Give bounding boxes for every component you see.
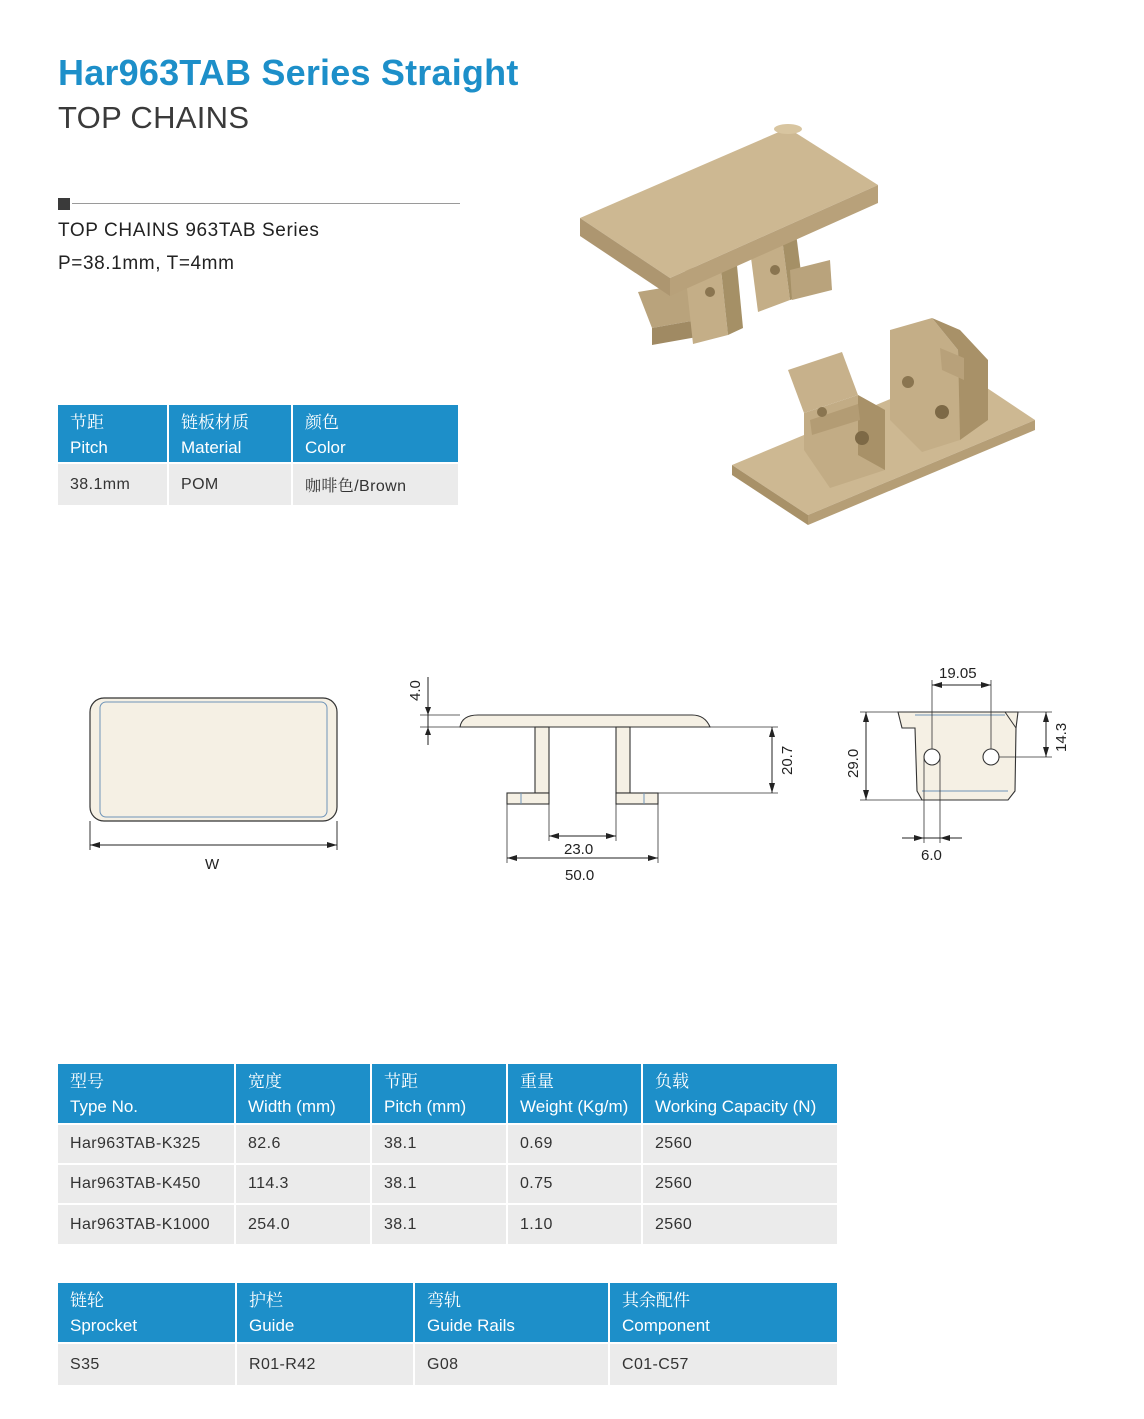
header-type-no: 型号 Type No. xyxy=(58,1064,235,1124)
header-guide: 护栏 Guide xyxy=(236,1283,414,1343)
page-subtitle: TOP CHAINS xyxy=(58,100,250,135)
cell-material: POM xyxy=(168,463,292,505)
cell-type-no: Har963TAB-K450 xyxy=(58,1164,235,1204)
cell-guide: R01-R42 xyxy=(236,1343,414,1385)
side-view-drawing xyxy=(400,665,810,890)
end-view-drawing xyxy=(840,660,1090,870)
header-pitch: 节距 Pitch (mm) xyxy=(371,1064,507,1124)
cell-pitch: 38.1 xyxy=(371,1164,507,1204)
table-header-row xyxy=(58,405,458,463)
cell-component: C01-C57 xyxy=(609,1343,837,1385)
dim-total-height: 29.0 xyxy=(845,748,862,778)
header-guide-rails: 弯轨 Guide Rails xyxy=(414,1283,609,1343)
dim-hole-height: 14.3 xyxy=(1053,722,1070,752)
cell-sprocket: S35 xyxy=(58,1343,236,1385)
cell-guide-rails: G08 xyxy=(414,1343,609,1385)
cell-weight: 1.10 xyxy=(507,1204,642,1244)
cell-type-no: Har963TAB-K325 xyxy=(58,1124,235,1164)
table-row xyxy=(58,1124,837,1164)
dim-thickness: 4.0 xyxy=(407,680,424,701)
dim-height: 20.7 xyxy=(779,745,796,775)
dim-hole-pitch: 19.05 xyxy=(939,665,977,682)
table-header-row xyxy=(58,1064,837,1124)
cell-pitch: 38.1 xyxy=(371,1124,507,1164)
cell-pitch: 38.1 xyxy=(371,1204,507,1244)
header-color: 颜色 Color xyxy=(292,405,458,463)
cell-width: 82.6 xyxy=(235,1124,371,1164)
dim-inner: 23.0 xyxy=(564,841,594,858)
header-pitch: 节距 Pitch xyxy=(58,405,168,463)
page-title: Har963TAB Series Straight xyxy=(58,52,519,93)
width-label: W xyxy=(205,856,220,873)
cell-width: 114.3 xyxy=(235,1164,371,1204)
top-view-drawing xyxy=(85,690,345,880)
cell-capacity: 2560 xyxy=(642,1164,837,1204)
material-table xyxy=(58,405,458,505)
header-sprocket: 链轮 Sprocket xyxy=(58,1283,236,1343)
table-row xyxy=(58,463,458,505)
header-material: 链板材质 Material xyxy=(168,405,292,463)
cell-weight: 0.75 xyxy=(507,1164,642,1204)
spec-table xyxy=(58,1064,837,1244)
pitch-thickness-spec: P=38.1mm, T=4mm xyxy=(58,253,235,274)
header-width: 宽度 Width (mm) xyxy=(235,1064,371,1124)
cell-capacity: 2560 xyxy=(642,1204,837,1244)
table-header-row xyxy=(58,1283,837,1343)
table-row xyxy=(58,1204,837,1244)
cell-type-no: Har963TAB-K1000 xyxy=(58,1204,235,1244)
dim-outer: 50.0 xyxy=(565,867,595,884)
section-divider xyxy=(58,198,460,210)
cell-pitch: 38.1mm xyxy=(58,463,168,505)
dim-hole-dia: 6.0 xyxy=(921,847,942,864)
chain-3d-illustration xyxy=(560,120,1050,530)
cell-weight: 0.69 xyxy=(507,1124,642,1164)
cell-capacity: 2560 xyxy=(642,1124,837,1164)
header-component: 其余配件 Component xyxy=(609,1283,837,1343)
header-weight: 重量 Weight (Kg/m) xyxy=(507,1064,642,1124)
table-row xyxy=(58,1164,837,1204)
cell-width: 254.0 xyxy=(235,1204,371,1244)
divider-line xyxy=(72,203,460,204)
table-row xyxy=(58,1343,837,1385)
header-capacity: 负载 Working Capacity (N) xyxy=(642,1064,837,1124)
divider-square xyxy=(58,198,70,210)
accessory-table xyxy=(58,1283,837,1385)
series-description: TOP CHAINS 963TAB Series xyxy=(58,220,320,241)
cell-color: 咖啡色/Brown xyxy=(292,463,458,505)
